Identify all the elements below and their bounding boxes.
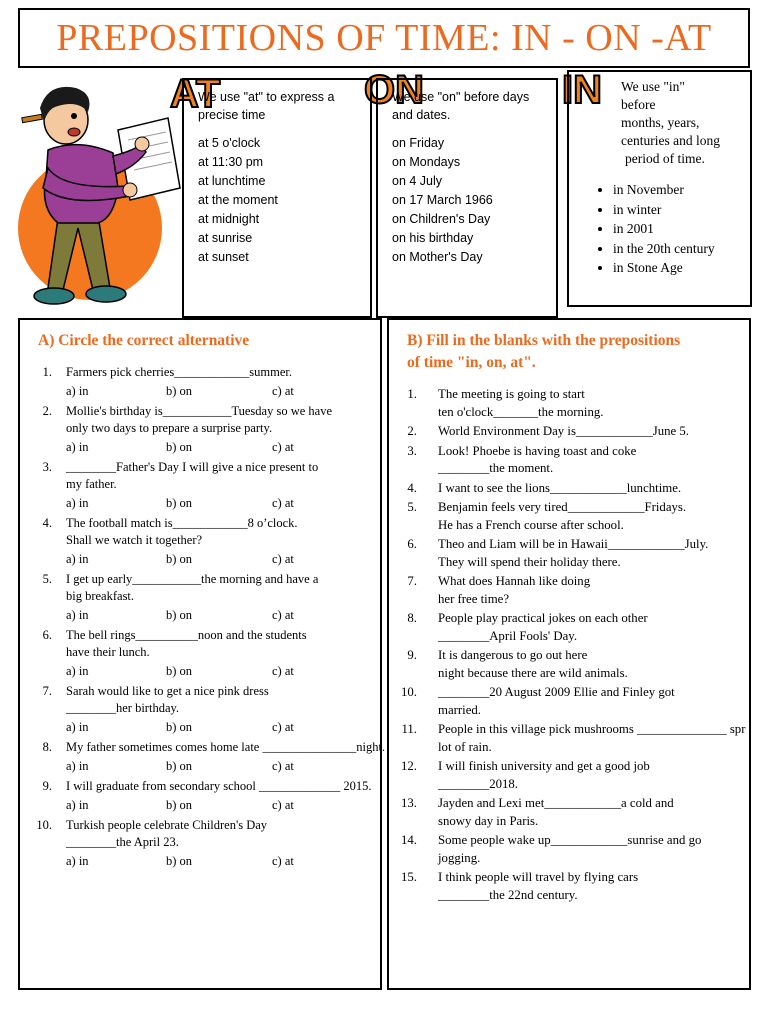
question-text: ________April Fools' Day. bbox=[438, 628, 578, 643]
teacher-illustration bbox=[18, 78, 186, 323]
section-a-box bbox=[18, 318, 386, 990]
question-text: ________the April 23. bbox=[66, 835, 179, 849]
question-number: 2. bbox=[42, 404, 52, 418]
question-text: World Environment Day is____________June 5. bbox=[438, 424, 689, 438]
question-text: I will graduate from secondary school _____________ 2015. bbox=[66, 779, 372, 793]
question-text: her free time? bbox=[438, 591, 510, 606]
question-text: ________the 22nd century. bbox=[438, 887, 578, 902]
question-number: 3. bbox=[42, 460, 52, 474]
option-a[interactable]: a) in bbox=[66, 854, 89, 868]
question-text: Sarah would like to get a nice pink dress bbox=[66, 684, 269, 698]
at-example: at midnight bbox=[198, 212, 260, 226]
at-rule-box bbox=[182, 78, 372, 318]
on-example: on Friday bbox=[392, 136, 445, 150]
question-text: The meeting is going to start bbox=[438, 387, 585, 401]
question-number: 10. bbox=[401, 685, 417, 699]
question-text: jogging. bbox=[438, 850, 481, 865]
question-number: 9. bbox=[42, 779, 52, 793]
option-a[interactable]: a) in bbox=[66, 759, 89, 773]
question-number: 6. bbox=[42, 628, 52, 642]
question-text: The bell rings__________noon and the students bbox=[66, 628, 307, 642]
in-examples bbox=[591, 180, 715, 278]
question-number: 4. bbox=[42, 516, 52, 530]
question-number: 3. bbox=[407, 443, 417, 458]
question-text: What does Hannah like doing bbox=[438, 574, 591, 588]
option-c[interactable]: c) at bbox=[272, 664, 294, 678]
question-text: ________2018. bbox=[438, 776, 518, 791]
on-example: on Mondays bbox=[392, 155, 461, 169]
question-text: big breakfast. bbox=[66, 589, 135, 603]
at-example: at 5 o'clock bbox=[198, 136, 261, 150]
question-number: 6. bbox=[407, 537, 417, 551]
question-text: Farmers pick cherries____________summer. bbox=[66, 365, 292, 379]
section-a-title: A) Circle the correct alternative bbox=[38, 332, 250, 349]
question-text: snowy day in Paris. bbox=[438, 813, 539, 828]
question-number: 10. bbox=[36, 818, 52, 832]
question-number: 1. bbox=[42, 365, 52, 379]
question-number: 8. bbox=[42, 740, 52, 754]
question-text: The football match is____________8 o’clock. bbox=[66, 516, 298, 530]
at-examples bbox=[198, 134, 278, 267]
option-a[interactable]: a) in bbox=[66, 798, 89, 812]
question-text: It is dangerous to go out here bbox=[438, 648, 588, 662]
on-example: on his birthday bbox=[392, 231, 474, 245]
question-number: 13. bbox=[401, 796, 417, 810]
at-example: at the moment bbox=[198, 193, 278, 207]
on-examples bbox=[392, 134, 493, 267]
question-text: night because there are wild animals. bbox=[438, 665, 628, 680]
question-number: 7. bbox=[42, 684, 52, 698]
on-example: on Children's Day bbox=[392, 212, 491, 226]
question-text: They will spend their holiday there. bbox=[438, 554, 621, 569]
option-b[interactable]: b) on bbox=[166, 854, 193, 868]
option-b[interactable]: b) on bbox=[166, 440, 193, 454]
in-example: • in Stone Age bbox=[613, 258, 715, 278]
option-a[interactable]: a) in bbox=[66, 384, 89, 398]
option-b[interactable]: b) on bbox=[166, 664, 193, 678]
option-b[interactable]: b) on bbox=[166, 798, 193, 812]
option-c[interactable]: c) at bbox=[272, 854, 294, 868]
at-label: AT bbox=[170, 72, 221, 116]
option-c[interactable]: c) at bbox=[272, 496, 294, 510]
in-example: • in the 20th century bbox=[613, 239, 715, 259]
question-text: ________20 August 2009 Ellie and Finley got bbox=[438, 685, 675, 699]
in-example: • in 2001 bbox=[613, 219, 715, 239]
question-number: 5. bbox=[407, 500, 417, 514]
question-text: Benjamin feels very tired____________Fridays. bbox=[438, 500, 687, 514]
question-number: 8. bbox=[407, 611, 417, 625]
question-text: ________the moment. bbox=[438, 461, 554, 475]
in-rule-box bbox=[567, 70, 752, 307]
at-example: at sunrise bbox=[198, 231, 253, 245]
question-text: My father sometimes comes home late _______________night. bbox=[66, 740, 386, 754]
option-c[interactable]: c) at bbox=[272, 384, 294, 398]
question-text: only two days to prepare a surprise party. bbox=[66, 421, 273, 435]
section-b-title: B) Fill in the blanks with the prepositions of time "in, on, at". bbox=[407, 332, 681, 371]
question-number: 7. bbox=[407, 574, 417, 588]
question-text: People play practical jokes on each other bbox=[438, 611, 648, 625]
question-text: Shall we watch it together? bbox=[66, 533, 203, 547]
question-text: ten o'clock_______the morning. bbox=[438, 404, 604, 419]
question-number: 1. bbox=[407, 387, 417, 401]
option-a[interactable]: a) in bbox=[66, 440, 89, 454]
option-a[interactable]: a) in bbox=[66, 720, 89, 734]
on-example: on Mother's Day bbox=[392, 250, 483, 264]
option-b[interactable]: b) on bbox=[166, 608, 193, 622]
option-c[interactable]: c) at bbox=[272, 608, 294, 622]
question-number: 9. bbox=[407, 648, 417, 662]
question-text: ________her birthday. bbox=[66, 701, 180, 715]
question-text: I will finish university and get a good job bbox=[438, 759, 650, 773]
question-text: People in this village pick mushrooms ______________ spr bbox=[438, 722, 746, 736]
in-example: • in winter bbox=[613, 200, 715, 220]
question-text: married. bbox=[438, 702, 481, 717]
question-number: 12. bbox=[401, 759, 417, 773]
question-number: 11. bbox=[401, 722, 417, 736]
question-text: He has a French course after school. bbox=[438, 517, 624, 532]
option-c[interactable]: c) at bbox=[272, 552, 294, 566]
at-rule: We use "at" to express a precise time bbox=[198, 90, 335, 122]
option-b[interactable]: b) on bbox=[166, 496, 193, 510]
question-text: my father. bbox=[66, 477, 117, 491]
question-number: 5. bbox=[42, 572, 52, 586]
in-label: IN bbox=[562, 68, 602, 112]
at-example: at 11:30 pm bbox=[198, 155, 264, 169]
on-label: ON bbox=[364, 68, 424, 112]
question-text: I think people will travel by flying cars bbox=[438, 870, 639, 884]
option-a[interactable]: a) in bbox=[66, 552, 89, 566]
option-c[interactable]: c) at bbox=[272, 759, 294, 773]
in-example: • in November bbox=[613, 180, 715, 200]
question-text: lot of rain. bbox=[438, 739, 492, 754]
option-c[interactable]: c) at bbox=[272, 720, 294, 734]
on-example: on 17 March 1966 bbox=[392, 193, 493, 207]
page-title: PREPOSITIONS OF TIME: IN - ON -AT bbox=[56, 17, 712, 59]
option-a[interactable]: a) in bbox=[66, 608, 89, 622]
at-example: at lunchtime bbox=[198, 174, 266, 188]
question-text: Jayden and Lexi met____________a cold and bbox=[438, 796, 674, 810]
option-c[interactable]: c) at bbox=[272, 440, 294, 454]
on-rule-box bbox=[376, 78, 558, 318]
option-b[interactable]: b) on bbox=[166, 384, 193, 398]
question-number: 14. bbox=[401, 833, 417, 847]
section-b-box bbox=[387, 318, 751, 990]
question-number: 15. bbox=[401, 870, 417, 884]
question-text: I want to see the lions____________lunchtime. bbox=[438, 480, 682, 495]
option-c[interactable]: c) at bbox=[272, 798, 294, 812]
question-number: 4. bbox=[407, 480, 417, 495]
question-number: 2. bbox=[407, 424, 417, 438]
option-b[interactable]: b) on bbox=[166, 759, 193, 773]
question-text: Mollie's birthday is___________Tuesday so we have bbox=[66, 404, 333, 418]
title-box bbox=[18, 8, 750, 68]
question-text: Turkish people celebrate Children's Day bbox=[66, 818, 268, 832]
option-a[interactable]: a) in bbox=[66, 664, 89, 678]
question-text: ________Father's Day I will give a nice present to bbox=[66, 460, 319, 474]
question-text: Some people wake up____________sunrise and go bbox=[438, 833, 702, 847]
question-text: Theo and Liam will be in Hawaii____________July. bbox=[438, 537, 709, 551]
on-example: on 4 July bbox=[392, 174, 443, 188]
in-rule: We use "in" before months, years, centuries and long period of time. bbox=[621, 79, 720, 166]
question-text: Look! Phoebe is having toast and coke bbox=[438, 443, 637, 458]
question-text: I get up early___________the morning and have a bbox=[66, 572, 319, 586]
option-b[interactable]: b) on bbox=[166, 720, 193, 734]
on-rule: We use "on" before days and dates. bbox=[392, 90, 530, 122]
option-a[interactable]: a) in bbox=[66, 496, 89, 510]
option-b[interactable]: b) on bbox=[166, 552, 193, 566]
at-example: at sunset bbox=[198, 250, 249, 264]
question-text: have their lunch. bbox=[66, 645, 150, 659]
